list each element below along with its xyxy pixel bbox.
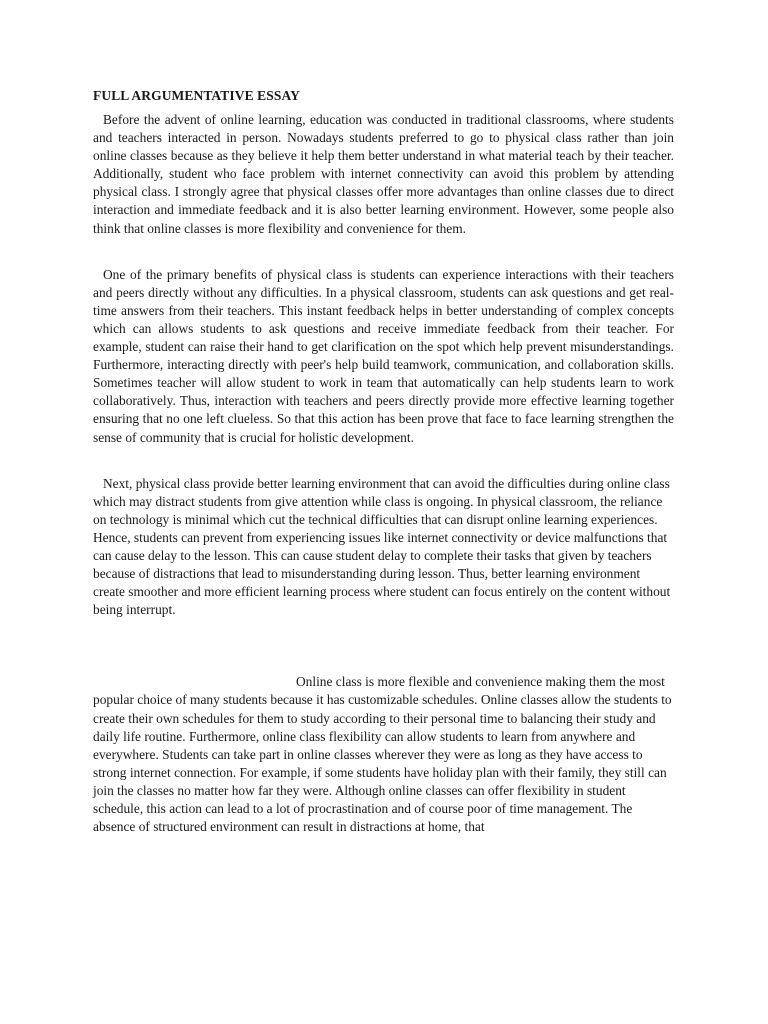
paragraph-interaction: One of the primary benefits of physical class is students can experience interactions with their teachers and peers directly without any difficulties. In a physical classroom, students can ask questions and get real-time answers from their teachers. This instant feedback helps in better understanding of complex concepts which can allows students to ask questions and receive immediate feedback from their teacher. For example, student can raise their hand to get clarification on the spot which help prevent misunderstandings. Furthermore, interacting directly with peer's help build teamwork, communication, and collaboration skills. Sometimes teacher will allow student to work in team that automatically can help students learn to work collaboratively. Thus, interaction with teachers and peers directly provide more effective learning together ensuring that no one left clueless. So that this action has been prove that face to face learning strengthen the sense of community that is crucial for holistic development. bbox=[93, 266, 674, 445]
paragraph-intro: Before the advent of online learning, education was conducted in traditional classrooms, where students and teachers interacted in person. Nowadays students preferred to go to physical class rather than join online classes because as they believe it help them better understand in what material teach by their teacher. Additionally, student who face problem with internet connectivity can avoid this problem by attending physical class. I strongly agree that physical classes offer more advantages than online classes due to direct interaction and immediate feedback and it is also better learning environment. However, some people also think that online classes is more flexibility and convenience for them. bbox=[93, 112, 674, 236]
paragraph-counterargument: Online class is more flexible and convenience making them the most popular choice of many students because it has customizable schedules. Online classes allow the students to create their own schedules for them to study according to their personal time to balancing their study and daily life routine. Furthermore, online class flexibility can allow students to learn from anywhere and everywhere. Students can take part in online classes wherever they were as long as they have access to strong internet connection. For example, if some students have holiday plan with their family, they still can join the classes no matter how far they were. Although online classes can offer flexibility in student schedule, this action can lead to a lot of procrastination and of course poor of time management. The absence of structured environment can result in distractions at home, that bbox=[93, 674, 672, 835]
paragraph-gap bbox=[93, 619, 674, 673]
paragraph-gap bbox=[93, 447, 674, 475]
document-title: FULL ARGUMENTATIVE ESSAY bbox=[93, 88, 300, 103]
document-page bbox=[93, 88, 674, 836]
paragraph-environment: Next, physical class provide better learning environment that can avoid the difficulties during online class which may distract students from give attention while class is ongoing. In physical classroom, the reliance on technology is minimal which cut the technical difficulties that can disrupt online learning experiences. Hence, students can prevent from experiencing issues like internet connectivity or device malfunctions that can cause delay to the lesson. This can cause student delay to complete their tasks that given by teachers because of distractions that lead to misunderstanding during lesson. Thus, better learning environment create smoother and more efficient learning process where student can focus entirely on the content without being interrupt. bbox=[93, 475, 671, 618]
paragraph-gap bbox=[93, 238, 674, 266]
